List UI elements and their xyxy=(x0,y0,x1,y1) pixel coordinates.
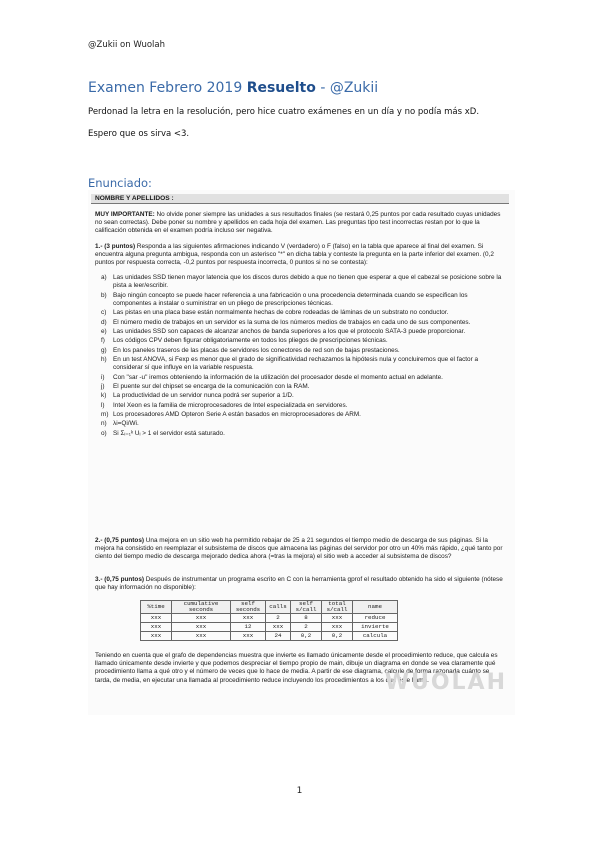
gprof-table xyxy=(140,600,398,641)
gprof-cell: xxx xyxy=(172,632,231,641)
tf-item xyxy=(95,392,505,400)
tf-item-text: Las unidades SSD tienen mayor latencia que los discos duros debido a que no tienen que esperar a que el cabezal se posicione sobre la pista a leer/escribir. xyxy=(113,274,502,290)
q2-text: Una mejora en un sitio web ha permitido rebajar de 25 a 21 segundos el tiempo medio de descarga de sus páginas. Si la mejora ha consistido en reemplazar el subsistema de discos que almacena las páginas del servidor por otro un 40% más rápido, ¿qué tanto por ciento del tiempo medio de descarga mejorado dedica ahora (=tras la mejora) el sitio web a acceder al subsistema de discos? xyxy=(95,537,503,561)
tf-item-letter: n) xyxy=(101,420,107,428)
gprof-cell: reduce xyxy=(353,614,398,623)
tf-item-text: Intel Xeon es la familia de microprocesadores de Intel especializada en servidores. xyxy=(113,401,348,409)
gprof-header-cell: name xyxy=(353,601,398,614)
tf-item-text: Con "sar -u" iremos obteniendo la información de la utilización del procesador desde el momento actual en adelante. xyxy=(113,373,443,381)
tf-item-text: Las pistas en una placa base están normalmente hechas de cobre rodeadas de láminas de un substrato no conductor. xyxy=(113,309,449,317)
tf-item-text: La productividad de un servidor nunca podrá ser superior a 1/D. xyxy=(113,392,294,400)
gprof-cell: xxx xyxy=(231,614,266,623)
gprof-cell: xxx xyxy=(141,632,172,641)
q3-text: Después de instrumentar un programa escrito en C con la herramienta gprof el resultado obtenido ha sido el siguiente (nótese que hay información no disponible): xyxy=(95,576,503,592)
gprof-header-cell: total s/call xyxy=(322,601,353,614)
tf-item-text: Bajo ningún concepto se puede hacer referencia a una fabricación o una procedencia determinada cuando se especifican los componentes a instalar o suministrar en un pliego de prescripciones técnicas. xyxy=(113,291,468,307)
gprof-cell: 24 xyxy=(266,632,291,641)
gprof-cell: 0,2 xyxy=(291,632,322,641)
tf-item xyxy=(95,402,505,410)
tf-item xyxy=(95,292,505,308)
tf-item-text: Si Σᵢ₌₁ᵏ Uᵢ > 1 el servidor está saturado. xyxy=(113,429,225,437)
gprof-row xyxy=(141,632,398,641)
gprof-header-cell: %time xyxy=(141,601,172,614)
gprof-cell: invierte xyxy=(353,623,398,632)
gprof-cell: 12 xyxy=(231,623,266,632)
page-number: 1 xyxy=(296,786,303,796)
wuolah-attribution: @Zukii on Wuolah xyxy=(88,40,165,50)
tf-item-letter: d) xyxy=(101,318,107,326)
q1-text: Responda a las siguientes afirmaciones indicando V (verdadero) o F (falso) en la tabla que aparece al final del examen. Si encuentra alguna pregunta ambigua, responda con un asterisco "*" en dicha tabla y conteste la pregunta en la parte inferior del examen. (0,2 puntos por respuesta correcta, -0,2 puntos por respuesta incorrecta, 0 puntos si no se contesta): xyxy=(95,243,494,267)
tf-item-text: El puente sur del chipset se encarga de la comunicación con la RAM. xyxy=(113,382,310,390)
tf-item-text: En los paneles traseros de las placas de servidores los conectores de red son de bajas prestaciones. xyxy=(113,346,400,354)
tf-item-letter: j) xyxy=(101,382,105,390)
gprof-cell: xxx xyxy=(141,623,172,632)
section-enunciado: Enunciado: xyxy=(88,176,152,190)
tf-item-text: Los códigos CPV deben figurar obligatoriamente en todos los pliegos de prescripciones técnicas. xyxy=(113,337,388,345)
tf-item xyxy=(95,430,505,438)
question-2 xyxy=(95,537,507,562)
gprof-row xyxy=(141,623,398,632)
gprof-cell: 2 xyxy=(266,614,291,623)
tf-item-letter: h) xyxy=(101,356,107,363)
important-note xyxy=(95,211,507,236)
q3-label: 3.- (0,75 puntos) xyxy=(95,576,145,583)
tf-item-letter: l) xyxy=(101,401,105,409)
exam-scan xyxy=(88,190,515,715)
title-bold: Resuelto xyxy=(246,80,316,96)
title-suffix: - @Zukii xyxy=(315,80,379,96)
gprof-cell: xxx xyxy=(266,623,291,632)
tf-item-letter: c) xyxy=(101,309,107,317)
title-prefix: Examen Febrero 2019 xyxy=(88,80,247,96)
gprof-cell: calcula xyxy=(353,632,398,641)
tf-item-letter: i) xyxy=(101,373,105,381)
tf-item-letter: e) xyxy=(101,327,107,335)
tf-item-letter: o) xyxy=(101,429,107,437)
gprof-header-cell: cumulative seconds xyxy=(172,601,231,614)
tf-item-letter: g) xyxy=(101,346,107,354)
gprof-cell: xxx xyxy=(141,614,172,623)
gprof-cell: 8 xyxy=(291,614,322,623)
gprof-header-cell: calls xyxy=(266,601,291,614)
tf-item xyxy=(95,319,505,327)
tf-item xyxy=(95,374,505,382)
true-false-list xyxy=(95,274,505,439)
gprof-cell: 0,2 xyxy=(322,632,353,641)
document-title xyxy=(88,80,378,96)
wuolah-watermark: WUOLAH xyxy=(384,669,507,695)
tf-item xyxy=(95,337,505,345)
tf-item xyxy=(95,347,505,355)
gprof-cell: 2 xyxy=(291,623,322,632)
important-text: No olvide poner siempre las unidades a sus resultados finales (se restará 0,25 puntos por cada resultado cuyas unidades no sean correctas). Debe poner su nombre y apellidos en cada hoja del examen. Las preguntas tipo test incorrectas restan por lo que la calificación obtenida en el examen podría incluso ser negativa. xyxy=(95,211,501,235)
tf-item-text: El número medio de trabajos en un servidor es la suma de los números medios de trabajos en cada uno de sus componentes. xyxy=(113,318,471,326)
q1-label: 1.- (3 puntos) xyxy=(95,243,136,250)
tf-item xyxy=(95,356,505,372)
tf-item-text: Las unidades SSD son capaces de alcanzar anchos de banda superiores a los que el protocolo SATA-3 puede proporcionar. xyxy=(113,327,466,335)
question-3-continuation: Teniendo en cuenta que el grafo de dependencias muestra que invierte es llamado únicamente desde el procedimiento reduce, que calcula es llamado únicamente desde invierte y que podemos despreciar el tiempo propio de main, dibuje un diagrama en donde se vea claramente qué procedimiento llama a qué otro y el número de veces que lo hace de media. A partir de ese diagrama, calcule de forma razonada cuánto se tarda, de media, en ejecutar una llamada al procedimiento reduce incluyendo los procedimientos a los que éste llama. xyxy=(95,652,498,684)
gprof-cell: xxx xyxy=(172,614,231,623)
tf-item xyxy=(95,420,505,428)
gprof-cell: xxx xyxy=(231,632,266,641)
tf-item-letter: f) xyxy=(101,337,105,345)
gprof-cell: xxx xyxy=(322,614,353,623)
note-apology: Perdonad la letra en la resolución, pero hice cuatro exámenes en un día y no podía más xD. xyxy=(88,107,480,117)
gprof-cell: xxx xyxy=(322,623,353,632)
tf-item xyxy=(95,328,505,336)
tf-item xyxy=(95,309,505,317)
tf-item-letter: m) xyxy=(101,411,109,419)
gprof-cell: xxx xyxy=(172,623,231,632)
gprof-header-cell: self seconds xyxy=(231,601,266,614)
tf-item-text: Los procesadores AMD Opteron Serie A están basados en microprocesadores de ARM. xyxy=(113,411,361,419)
tf-item-letter: a) xyxy=(101,274,107,281)
name-field-bar: NOMBRE Y APELLIDOS : xyxy=(91,194,509,204)
tf-item-letter: b) xyxy=(101,291,107,299)
tf-item-text: λi=Qi/Wi. xyxy=(113,420,139,428)
q2-label: 2.- (0,75 puntos) xyxy=(95,537,145,544)
tf-item-letter: k) xyxy=(101,392,107,400)
note-wish: Espero que os sirva <3. xyxy=(88,129,190,139)
tf-item xyxy=(95,383,505,391)
important-label: MUY IMPORTANTE: xyxy=(95,211,155,218)
gprof-row xyxy=(141,614,398,623)
tf-item xyxy=(95,274,505,290)
tf-item-text: En un test ANOVA, si Fexp es menor que el grado de significatividad rechazamos la hipótesis nula y concluiremos que el factor a considerar sí que influye en la variable respuesta. xyxy=(113,356,479,372)
gprof-header-cell: self s/call xyxy=(291,601,322,614)
question-1 xyxy=(95,243,507,268)
tf-item xyxy=(95,411,505,419)
question-3 xyxy=(95,576,507,592)
